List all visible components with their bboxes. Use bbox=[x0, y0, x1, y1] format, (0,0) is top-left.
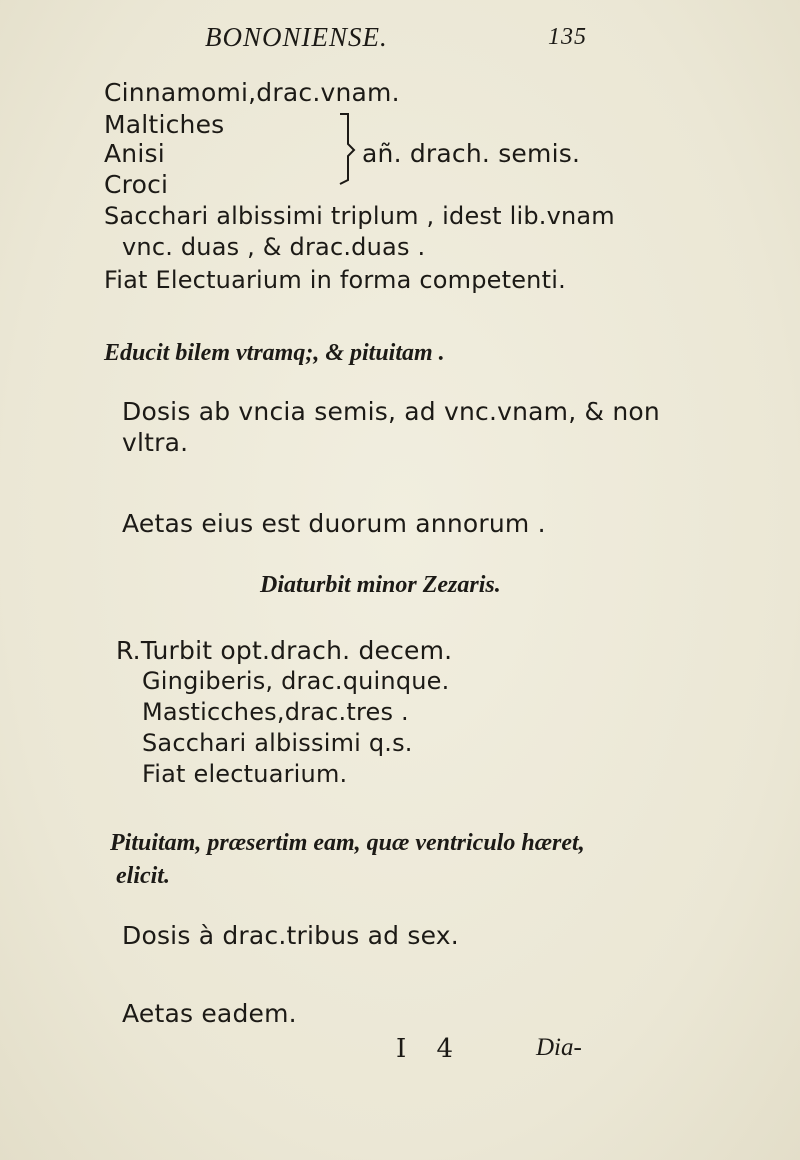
brace-icon bbox=[334, 110, 356, 190]
recipe-line: vnc. duas , & drac.duas . bbox=[122, 233, 426, 261]
recipe-line: Fiat Electuarium in forma competenti. bbox=[104, 266, 566, 294]
recipe-line: Sacchari albissimi q.s. bbox=[142, 729, 413, 757]
dose-line: vltra. bbox=[122, 428, 189, 457]
section-heading: elicit. bbox=[116, 863, 170, 889]
brace-note: añ. drach. semis. bbox=[362, 139, 581, 168]
recipe-line: Gingiberis, drac.quinque. bbox=[142, 667, 450, 695]
section-heading: Educit bilem vtramq;, & pituitam . bbox=[104, 340, 445, 366]
recipe-line: Masticches,drac.tres . bbox=[142, 698, 409, 726]
ingredient-line: Croci bbox=[104, 170, 169, 199]
page-number: 135 bbox=[548, 24, 587, 50]
age-line: Aetas eadem. bbox=[122, 999, 297, 1028]
ingredient-line: Anisi bbox=[104, 139, 165, 168]
recipe-line: Sacchari albissimi triplum , idest lib.vnam bbox=[104, 202, 615, 230]
ingredient-line: Maltiches bbox=[104, 110, 225, 139]
catchword: Dia- bbox=[536, 1034, 582, 1061]
signature-mark: I 4 bbox=[396, 1034, 454, 1064]
section-heading: Diaturbit minor Zezaris. bbox=[260, 572, 501, 598]
section-heading: Pituitam, præsertim eam, quæ ventriculo hæret, bbox=[110, 830, 585, 856]
recipe-line: Cinnamomi,drac.vnam. bbox=[104, 78, 400, 107]
recipe-line: R.Turbit opt.drach. decem. bbox=[116, 636, 453, 665]
dose-line: Dosis ab vncia semis, ad vnc.vnam, & non bbox=[122, 397, 660, 426]
dose-line: Dosis à drac.tribus ad sex. bbox=[122, 921, 459, 950]
recipe-line: Fiat electuarium. bbox=[142, 760, 348, 788]
age-line: Aetas eius est duorum annorum . bbox=[122, 509, 546, 538]
running-title: BONONIENSE. bbox=[205, 22, 388, 52]
